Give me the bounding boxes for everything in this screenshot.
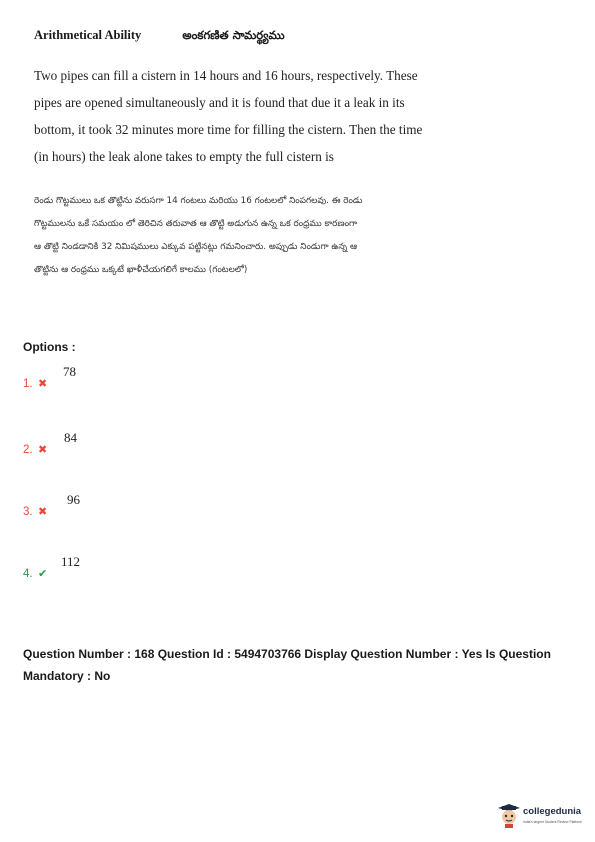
question-meta: Question Number : 168 Question Id : 5494703766 Display Question Number : Yes Is Question Mandatory : No	[23, 647, 551, 683]
question-block	[34, 28, 434, 282]
option-number: 4.	[23, 568, 33, 580]
logo-tagline: India's largest Student Review Platform	[523, 820, 583, 824]
option-value: 96	[67, 492, 80, 507]
options-title: Options :	[23, 340, 76, 354]
option-1	[23, 364, 223, 418]
option-value: 78	[63, 364, 76, 379]
question-te-line: రెండు గొట్టములు ఒక తొట్టిను వరుసగా 14 గంటలు మరియు 16 గంటలలో నింపగలవు. ఈ రెండు	[34, 196, 363, 206]
question-te-line: గొట్టములను ఒకే సమయం లో తెరిచిన తరువాత ఆ తొట్టి అడుగున ఉన్న ఒక రంధ్రము కారణంగా	[34, 219, 358, 229]
cross-icon: ✖	[38, 506, 48, 518]
cross-icon: ✖	[38, 444, 48, 456]
collegedunia-logo	[498, 802, 590, 832]
question-text-en: Two pipes can fill a cistern in 14 hours and 16 hours, respectively. These pipes are opened simultaneously and it is found that due it a leak in its bottom, it took 32 minutes more time for filling the cistern. Then the time (in hours) the leak alone takes to empty the full cistern is	[34, 68, 423, 164]
option-4	[23, 554, 223, 608]
option-number: 1.	[23, 378, 33, 390]
option-number: 2.	[23, 444, 33, 456]
student-avatar-icon	[498, 804, 520, 828]
question-header	[34, 28, 434, 48]
option-value: 112	[61, 554, 81, 569]
check-icon: ✔	[38, 568, 48, 580]
question-text-te	[34, 190, 434, 282]
subject-te: అంకగణిత సామర్థ్యము	[182, 28, 285, 42]
question-te-line: ఆ తొట్టి నిండడానికి 32 నిమిషములు ఎక్కువ పట్టినట్లు గమనించారు. అప్పుడు నిండుగా ఉన్న ఆ	[34, 242, 357, 252]
option-2	[23, 430, 223, 484]
cross-icon: ✖	[38, 378, 48, 390]
subject-en: Arithmetical Ability	[34, 28, 142, 42]
option-number: 3.	[23, 506, 33, 518]
logo-brand: collegedunia	[523, 806, 582, 817]
question-te-line: తొట్టిను ఆ రంధ్రము ఒక్కటే ఖాళీచేయగలిగే కాలము (గంటలలో)	[34, 265, 248, 275]
option-3	[23, 492, 223, 546]
option-value: 84	[64, 430, 77, 445]
